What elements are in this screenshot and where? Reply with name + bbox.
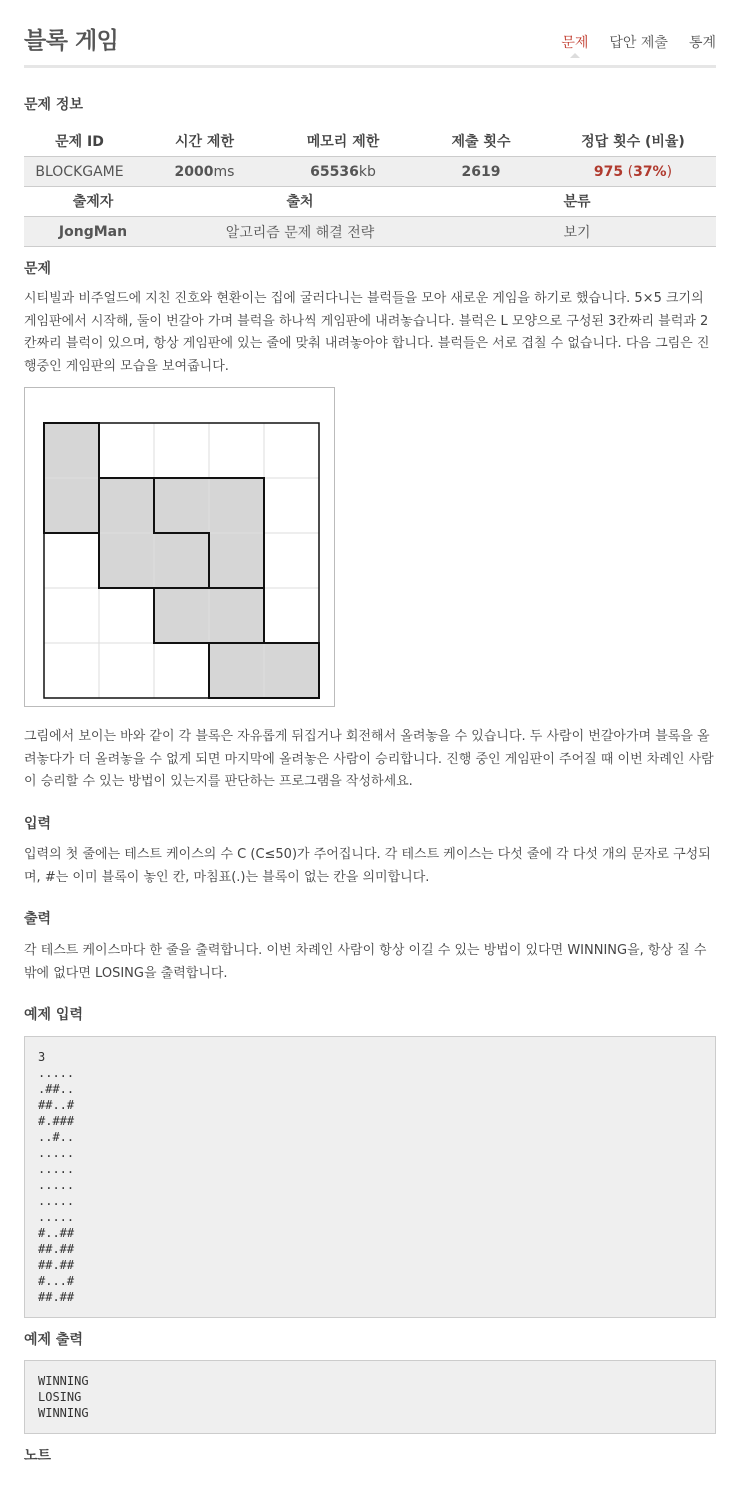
note-heading: 노트 [24,1448,52,1464]
problem-id: BLOCKGAME [24,157,135,187]
meta-header-row [24,186,716,217]
tab-problem[interactable]: 문제 [561,32,588,52]
col-submissions: 제출 횟수 [451,134,511,150]
time-limit-value: 2000 [174,163,214,180]
sample-line: ..... [38,1194,75,1208]
col-author: 출제자 [72,194,114,210]
board-cell-filled [209,588,264,643]
board-cell-filled [264,643,319,698]
col-time-limit: 시간 제한 [175,134,234,150]
board-cell-filled [209,478,264,533]
board-cell-empty [44,643,99,698]
problem-heading: 문제 [24,261,52,277]
board-cell-filled [154,533,209,588]
sample-line: ..... [38,1066,75,1080]
board-cell-empty [264,533,319,588]
board-cell-filled [209,643,264,698]
problem-meta-table [24,186,716,247]
ratio-close: ) [666,163,673,180]
page-header [24,0,716,68]
problem-page [24,0,716,1464]
board-cell-filled [209,533,264,588]
sample-line: ..#.. [38,1130,75,1144]
board-cell-filled [99,478,154,533]
sample-input-heading: 예제 입력 [24,1007,83,1023]
sample-line: #..## [38,1226,75,1240]
author-link[interactable]: JongMan [24,217,162,247]
sample-line: ##..# [38,1098,75,1112]
accepted-value: 975 [593,163,624,180]
board-cell-empty [99,423,154,478]
board-cell-filled [99,533,154,588]
sample-line: ##.## [38,1258,75,1272]
board-cell-filled [44,423,99,478]
ratio-open: ( [623,163,634,180]
output-description: 각 테스트 케이스마다 한 줄을 출력합니다. 이번 차례인 사람이 항상 이길 수 있는 방법이 있다면 WINNING을, 항상 질 수밖에 없다면 LOSING을 출력합니다. [24,943,707,981]
memory-limit [274,157,412,187]
col-accepted: 정답 횟수 (비율) [581,134,685,150]
info-value-row [24,157,716,187]
sample-line: 3 [38,1050,46,1064]
memory-limit-unit: kb [358,163,376,180]
category-toggle[interactable]: 보기 [438,217,716,247]
board-cell-empty [264,423,319,478]
accepted-ratio: 37% [633,163,667,180]
problem-info-table [24,126,716,187]
board-cell-empty [154,643,209,698]
sample-input-block[interactable] [24,1036,716,1318]
board-cell-empty [99,643,154,698]
input-description: 입력의 첫 줄에는 테스트 케이스의 수 C (C≤50)가 주어집니다. 각 테스트 케이스는 다섯 줄에 각 다섯 개의 문자로 구성되며, #는 이미 블록이 놓인 칸, 마침표(.)는 블록이 없는 칸을 의미합니다. [24,847,711,885]
board-cell-empty [44,588,99,643]
sample-output-block[interactable] [24,1360,716,1434]
col-memory-limit: 메모리 제한 [306,134,380,150]
col-problem-id: 문제 ID [55,134,104,150]
sample-line: ..... [38,1178,75,1192]
info-heading: 문제 정보 [24,97,83,113]
problem-description: 시티빌과 비주얼드에 지친 진호와 현환이는 집에 굴러다니는 블럭들을 모아 새로운 게임을 하기로 했습니다. 5×5 크기의 게임판에서 시작해, 둘이 번갈아 가며 블럭을 하나씩 게임판에 내려놓습니다. 블럭은 L 모양으로 구성된 3칸짜리 블럭과 2칸짜리 블럭이 있으며, 항상 게임판에 있는 줄에 맞춰 내려놓아야 합니다. 블럭들은 서로 겹칠 수 없습니다. 다음 그림은 진행중인 게임판의 모습을 보여줍니다. [24,291,710,374]
info-header-row [24,126,716,157]
tab-stats[interactable]: 통계 [688,35,716,51]
board-cell-empty [99,588,154,643]
sample-line: .##.. [38,1082,75,1096]
board-cell-empty [209,423,264,478]
col-source: 출처 [286,194,314,210]
board-image [25,388,334,706]
problem-description-2: 그림에서 보이는 바와 같이 각 블록은 자유롭게 뒤집거나 회전해서 올려놓을 수 있습니다. 두 사람이 번갈아가며 블록을 올려놓다가 더 올려놓을 수 없게 되면 마지막에 올려놓은 사람이 승리합니다. 진행 중인 게임판이 주어질 때 이번 차례인 사람이 승리할 수 있는 방법이 있는지를 판단하는 프로그램을 작성하세요. [24,729,714,789]
accepted-count [550,157,716,187]
problem-tabs [540,32,716,52]
board-cell-empty [264,478,319,533]
board-cell-empty [264,588,319,643]
board-cell-empty [44,533,99,588]
sample-line: LOSING [38,1390,82,1404]
input-heading: 입력 [24,816,52,832]
sample-line: WINNING [38,1374,89,1388]
page-title: 블록 게임 [24,28,119,54]
sample-line: #.### [38,1114,75,1128]
board-cell-filled [154,478,209,533]
sample-line: ##.## [38,1290,75,1304]
source-link[interactable]: 알고리즘 문제 해결 전략 [162,217,438,247]
memory-limit-value: 65536 [310,163,359,180]
sample-line: ..... [38,1162,75,1176]
board-cell-filled [44,478,99,533]
sample-line: ..... [38,1210,75,1224]
tab-submit[interactable]: 답안 제출 [609,35,668,51]
sample-line: ##.## [38,1242,75,1256]
sample-line: ..... [38,1146,75,1160]
sample-line: #...# [38,1274,75,1288]
board-figure [24,387,335,707]
time-limit [135,157,274,187]
col-category: 분류 [563,194,591,210]
sample-output-heading: 예제 출력 [24,1332,83,1348]
board-cell-filled [154,588,209,643]
output-heading: 출력 [24,911,52,927]
sample-line: WINNING [38,1406,89,1420]
time-limit-unit: ms [213,163,235,180]
meta-value-row [24,217,716,247]
submission-count: 2619 [412,157,550,187]
board-cell-empty [154,423,209,478]
